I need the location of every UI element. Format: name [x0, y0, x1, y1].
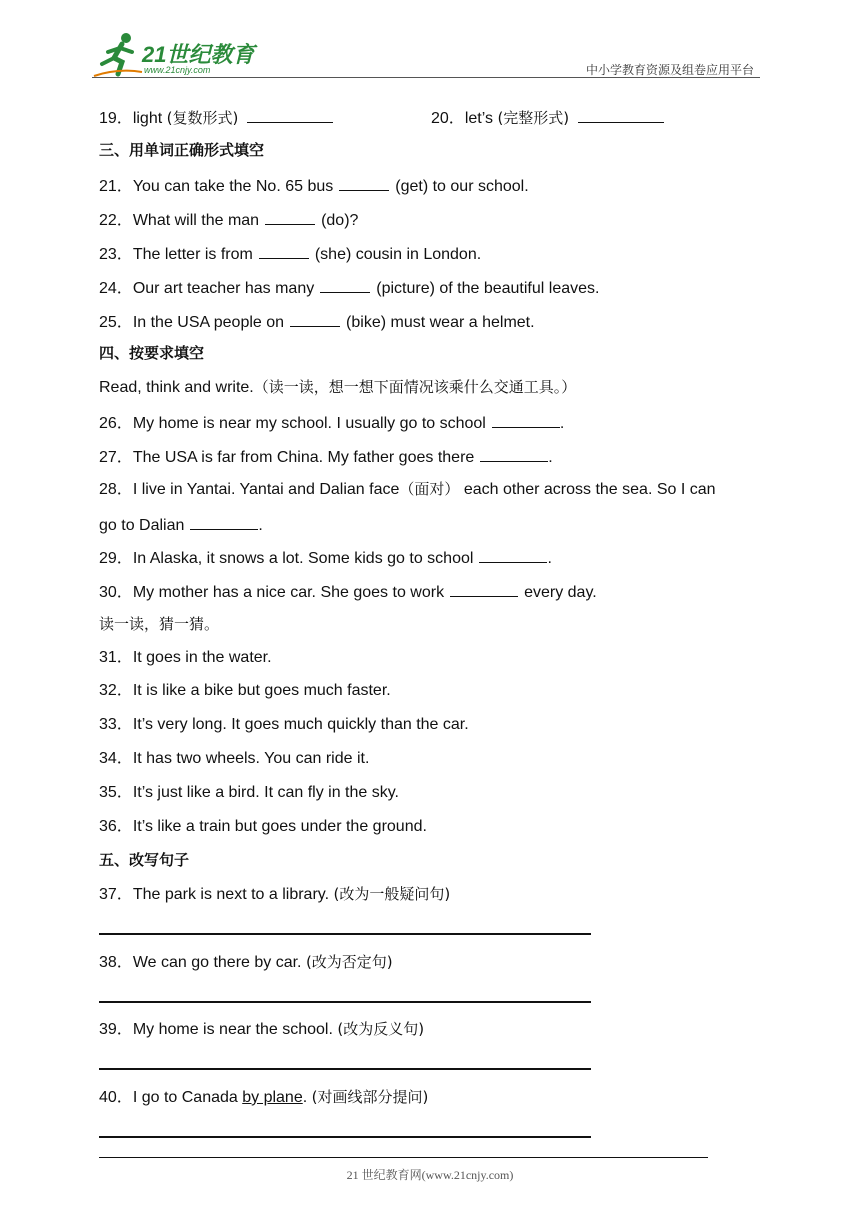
logo-text: 21世纪教育: [142, 42, 255, 67]
question-31: 31．It goes in the water.: [99, 649, 272, 666]
question-20: 20．let’s (完整形式): [431, 106, 670, 129]
question-28: 28．I live in Yantai. Yantai and Dalian face（面对） each other across the sea. So I can: [99, 480, 716, 498]
question-28-continued: go to Dalian .: [99, 513, 263, 536]
underlined-phrase: by plane: [242, 1089, 303, 1106]
question-37: 37．The park is next to a library. (改为一般疑问句): [99, 885, 451, 903]
section-3-heading: 三、用单词正确形式填空: [99, 141, 265, 159]
answer-blank[interactable]: [479, 546, 547, 563]
answer-blank[interactable]: [190, 513, 258, 530]
answer-line[interactable]: [99, 1136, 591, 1138]
page-footer: 21 世纪教育网(www.21cnjy.com): [346, 1168, 514, 1182]
question-35: 35．It’s just like a bird. It can fly in the sky.: [99, 784, 399, 801]
answer-blank[interactable]: [339, 174, 389, 191]
question-36: 36．It’s like a train but goes under the ground.: [99, 818, 427, 835]
question-24: 24．Our art teacher has many (picture) of the beautiful leaves.: [99, 276, 599, 299]
answer-blank[interactable]: [265, 208, 315, 225]
header-tagline: 中小学教育资源及组卷应用平台: [585, 63, 754, 77]
answer-blank[interactable]: [259, 242, 309, 259]
question-34: 34．It has two wheels. You can ride it.: [99, 750, 370, 767]
instruction-1: Read, think and write.（读一读，想一想下面情况该乘什么交通工具。）: [99, 378, 577, 396]
question-19: 19．light (复数形式): [99, 106, 339, 129]
answer-line[interactable]: [99, 1068, 591, 1070]
section-4-heading: 四、按要求填空: [99, 344, 205, 362]
question-29: 29．In Alaska, it snows a lot. Some kids go to school .: [99, 546, 552, 569]
question-32: 32．It is like a bike but goes much faster.: [99, 682, 391, 699]
answer-blank[interactable]: [320, 276, 370, 293]
question-21: 21．You can take the No. 65 bus (get) to our school.: [99, 174, 529, 197]
question-33: 33．It’s very long. It goes much quickly than the car.: [99, 716, 469, 733]
page-header: [92, 30, 760, 80]
question-30: 30．My mother has a nice car. She goes to work every day.: [99, 580, 597, 603]
footer-divider: [99, 1157, 708, 1158]
question-27: 27．The USA is far from China. My father goes there .: [99, 445, 553, 468]
answer-blank[interactable]: [450, 580, 518, 597]
instruction-2: 读一读，猜一猜。: [99, 615, 220, 633]
answer-blank[interactable]: [578, 106, 664, 123]
header-divider: [92, 77, 760, 78]
answer-blank[interactable]: [492, 411, 560, 428]
running-person-icon: [92, 32, 144, 78]
answer-line[interactable]: [99, 933, 591, 935]
answer-blank[interactable]: [247, 106, 333, 123]
question-22: 22．What will the man (do)?: [99, 208, 358, 231]
question-40: 40．I go to Canada by plane. (对画线部分提问): [99, 1088, 429, 1106]
question-23: 23．The letter is from (she) cousin in London.: [99, 242, 481, 265]
logo: [92, 30, 262, 80]
logo-url: www.21cnjy.com: [144, 65, 211, 75]
question-38: 38．We can go there by car. (改为否定句): [99, 953, 393, 971]
question-39: 39．My home is near the school. (改为反义句): [99, 1020, 425, 1038]
answer-blank[interactable]: [290, 310, 340, 327]
section-5-heading: 五、改写句子: [99, 851, 190, 869]
answer-blank[interactable]: [480, 445, 548, 462]
answer-line[interactable]: [99, 1001, 591, 1003]
question-26: 26．My home is near my school. I usually go to school .: [99, 411, 564, 434]
question-25: 25．In the USA people on (bike) must wear a helmet.: [99, 310, 535, 333]
